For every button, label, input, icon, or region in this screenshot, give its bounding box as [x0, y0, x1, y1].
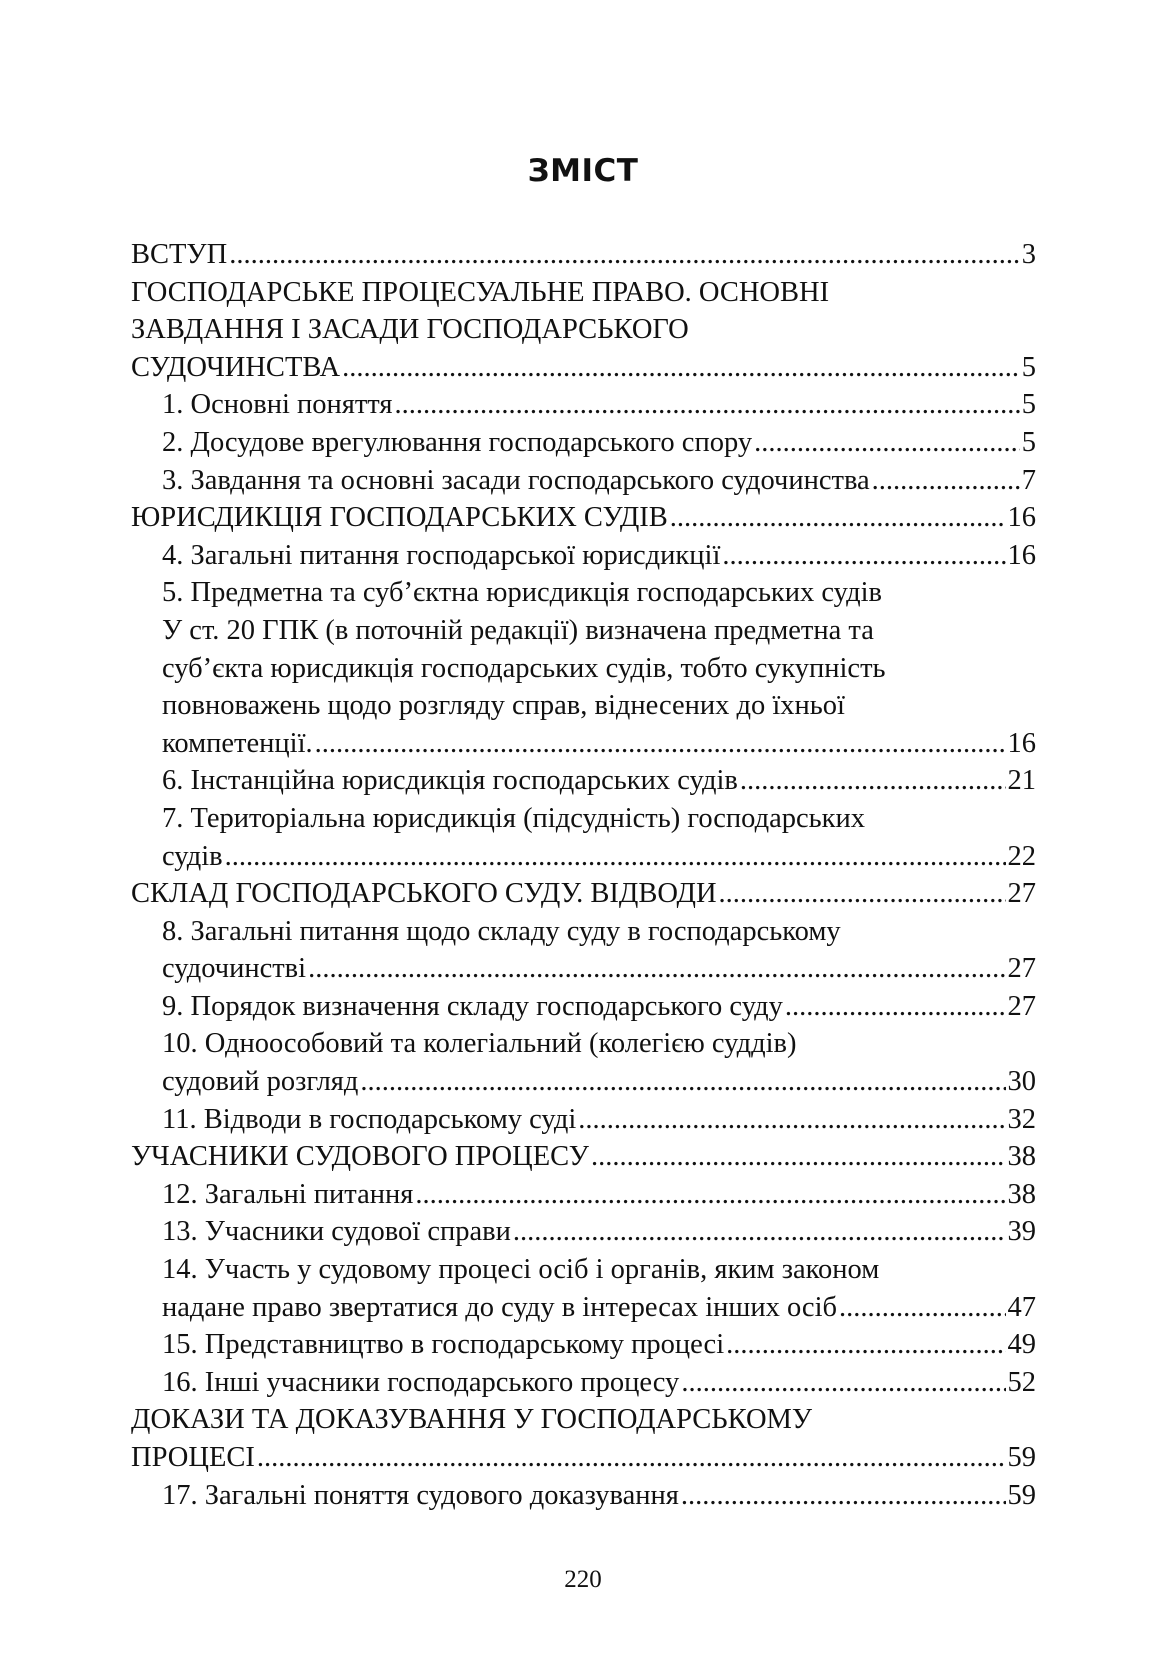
- dot-leader: [670, 499, 1006, 537]
- toc-entry: [131, 1101, 1036, 1139]
- toc-entry-page: 59: [1007, 1442, 1036, 1473]
- toc-entry-title: надане право звертатися до суду в інтересах інших осіб: [162, 1291, 837, 1323]
- toc-entry-page: 5: [1021, 426, 1036, 458]
- dot-leader: [415, 1176, 1005, 1214]
- toc-entry-line: 10. Одноособовий та колегіальний (колегією суддів): [162, 1028, 797, 1060]
- toc-entry-line: [162, 988, 1036, 1026]
- toc-entry-line: [162, 1326, 1036, 1364]
- toc-entry-page: 32: [1007, 1103, 1036, 1135]
- dot-leader: [360, 1063, 1005, 1101]
- toc-entry-title: 11. Відводи в господарському суді: [162, 1103, 577, 1135]
- toc-entry-line: ДОКАЗИ ТА ДОКАЗУВАННЯ У ГОСПОДАРСЬКОМУ: [131, 1404, 813, 1436]
- toc-entry-title: судів: [162, 840, 223, 872]
- toc-entry: [131, 800, 1036, 875]
- dot-leader: [681, 1477, 1006, 1515]
- toc-entry-page: 27: [1007, 990, 1036, 1022]
- toc-entry-line: [162, 762, 1036, 800]
- toc-entry-title: 3. Завдання та основні засади господарського судочинства: [162, 464, 870, 496]
- dot-leader: [785, 988, 1006, 1026]
- toc-entry-page: 49: [1007, 1329, 1036, 1361]
- dot-leader: [225, 838, 1006, 876]
- toc-entry-line: [131, 1138, 1036, 1176]
- toc-entry-line: 7. Територіальна юрисдикція (підсудність) господарських: [162, 802, 866, 834]
- toc-entry-line: [162, 1213, 1036, 1251]
- toc-entry: [131, 386, 1036, 424]
- dot-leader: [839, 1289, 1006, 1327]
- dot-leader: [308, 950, 1005, 988]
- toc-entry-line: [162, 462, 1036, 500]
- toc-entry-title: 4. Загальні питання господарської юрисдикції: [162, 539, 721, 571]
- toc-entry: [131, 574, 1036, 762]
- toc-entry-title: 15. Представництво в господарському процесі: [162, 1329, 725, 1361]
- toc-entry-title: 2. Досудове врегулювання господарського спору: [162, 426, 753, 458]
- toc-entry-page: 27: [1007, 878, 1036, 910]
- toc-entry-line: 8. Загальні питання щодо складу суду в господарському: [162, 915, 841, 947]
- toc-entry-line: [162, 1289, 1036, 1327]
- toc-entry-line: [162, 537, 1036, 575]
- toc-entry: [131, 424, 1036, 462]
- toc-entry-page: 27: [1007, 953, 1036, 985]
- toc-entry-title: 12. Загальні питання: [162, 1178, 414, 1210]
- toc-entry-line: [162, 1477, 1036, 1515]
- toc-entry-title: 6. Інстанційна юрисдикція господарських судів: [162, 765, 738, 797]
- toc-entry-line: ГОСПОДАРСЬКЕ ПРОЦЕСУАЛЬНЕ ПРАВО. ОСНОВНІ: [131, 276, 830, 308]
- toc-entry: [131, 1025, 1036, 1100]
- toc-entry-line: 14. Участь у судовому процесі осіб і органів, яким законом: [162, 1254, 880, 1286]
- toc-entry: [131, 1401, 1036, 1476]
- toc-entry-page: 5: [1021, 351, 1036, 383]
- dot-leader: [229, 236, 1020, 274]
- toc-entry-title: ПРОЦЕСІ: [131, 1442, 255, 1473]
- toc-entry-page: 16: [1007, 727, 1036, 759]
- toc-entry: [131, 462, 1036, 500]
- toc-entry-page: 30: [1007, 1066, 1036, 1098]
- toc-entry-line: У ст. 20 ГПК (в поточній редакції) визначена предметна та: [162, 614, 874, 646]
- toc-entry-line: [131, 236, 1036, 274]
- toc-entry-page: 39: [1007, 1216, 1036, 1248]
- toc-entry-line: [131, 349, 1036, 387]
- toc-entry: [131, 499, 1036, 537]
- toc-entry-page: 47: [1007, 1291, 1036, 1323]
- toc-entry: [131, 1213, 1036, 1251]
- toc-entry-title: СУДОЧИНСТВА: [131, 351, 341, 383]
- toc-entry: [131, 1477, 1036, 1515]
- dot-leader: [342, 349, 1020, 387]
- toc-entry: [131, 913, 1036, 988]
- dot-leader: [315, 725, 1006, 763]
- dot-leader: [681, 1364, 1005, 1402]
- toc-entry-title: судочинстві: [162, 953, 307, 985]
- toc-entry-title: 16. Інші учасники господарського процесу: [162, 1366, 680, 1398]
- toc-entry-line: [162, 725, 1036, 763]
- toc-entry-page: 52: [1007, 1366, 1036, 1398]
- toc-entry-line: [131, 1439, 1036, 1477]
- toc-entry-line: суб’єкта юрисдикція господарських судів, тобто сукупність: [162, 652, 886, 684]
- toc-entry-page: 21: [1007, 765, 1036, 797]
- table-of-contents: [131, 236, 1036, 1514]
- toc-entry-title: СКЛАД ГОСПОДАРСЬКОГО СУДУ. ВІДВОДИ: [131, 878, 717, 910]
- toc-entry-title: ВСТУП: [131, 239, 228, 270]
- toc-entry-line: 5. Предметна та суб’єктна юрисдикція господарських судів: [162, 577, 883, 609]
- toc-entry-page: 3: [1021, 239, 1036, 270]
- toc-entry-title: ЮРИСДИКЦІЯ ГОСПОДАРСЬКИХ СУДІВ: [131, 502, 668, 534]
- dot-leader: [513, 1213, 1006, 1251]
- toc-entry-line: [162, 1176, 1036, 1214]
- toc-entry-line: [162, 1101, 1036, 1139]
- toc-entry: [131, 875, 1036, 913]
- dot-leader: [395, 386, 1020, 424]
- dot-leader: [722, 537, 1005, 575]
- toc-entry: [131, 537, 1036, 575]
- toc-entry-title: 17. Загальні поняття судового доказування: [162, 1479, 679, 1511]
- dot-leader: [257, 1439, 1006, 1477]
- dot-leader: [740, 762, 1006, 800]
- toc-entry-line: [162, 386, 1036, 424]
- toc-entry: [131, 1251, 1036, 1326]
- dot-leader: [591, 1138, 1006, 1176]
- toc-entry-line: повноважень щодо розгляду справ, віднесених до їхньої: [162, 690, 845, 722]
- toc-entry-title: 13. Учасники судової справи: [162, 1216, 511, 1248]
- toc-entry-page: 16: [1007, 539, 1036, 571]
- toc-entry: [131, 988, 1036, 1026]
- dot-leader: [578, 1101, 1005, 1139]
- toc-entry: [131, 1326, 1036, 1364]
- page-title: ЗМІСТ: [527, 153, 639, 189]
- toc-entry-title: УЧАСНИКИ СУДОВОГО ПРОЦЕСУ: [131, 1141, 589, 1173]
- toc-entry-page: 22: [1007, 840, 1036, 872]
- toc-entry-page: 16: [1007, 502, 1036, 534]
- toc-entry-line: [162, 1063, 1036, 1101]
- dot-leader: [872, 462, 1020, 500]
- dot-leader: [726, 1326, 1005, 1364]
- page-number: 220: [564, 1566, 602, 1593]
- toc-entry-line: ЗАВДАННЯ І ЗАСАДИ ГОСПОДАРСЬКОГО: [131, 314, 689, 346]
- toc-entry-line: [162, 838, 1036, 876]
- toc-entry-line: [162, 1364, 1036, 1402]
- toc-entry: [131, 762, 1036, 800]
- toc-entry: [131, 1364, 1036, 1402]
- toc-entry: [131, 236, 1036, 274]
- toc-entry-page: 38: [1007, 1141, 1036, 1173]
- toc-entry-line: [162, 950, 1036, 988]
- toc-entry-line: [131, 875, 1036, 913]
- toc-entry-title: 1. Основні поняття: [162, 389, 393, 421]
- toc-entry-page: 59: [1007, 1479, 1036, 1511]
- toc-entry: [131, 1138, 1036, 1176]
- toc-entry-title: судовий розгляд: [162, 1066, 359, 1098]
- toc-entry: [131, 1176, 1036, 1214]
- toc-entry-title: 9. Порядок визначення складу господарського суду: [162, 990, 783, 1022]
- toc-entry-page: 5: [1021, 389, 1036, 421]
- dot-leader: [719, 875, 1006, 913]
- toc-entry: [131, 274, 1036, 387]
- toc-entry-line: [131, 499, 1036, 537]
- toc-entry-line: [162, 424, 1036, 462]
- toc-entry-page: 38: [1007, 1178, 1036, 1210]
- dot-leader: [754, 424, 1020, 462]
- toc-entry-title: компетенції.: [162, 727, 313, 759]
- toc-entry-page: 7: [1021, 464, 1036, 496]
